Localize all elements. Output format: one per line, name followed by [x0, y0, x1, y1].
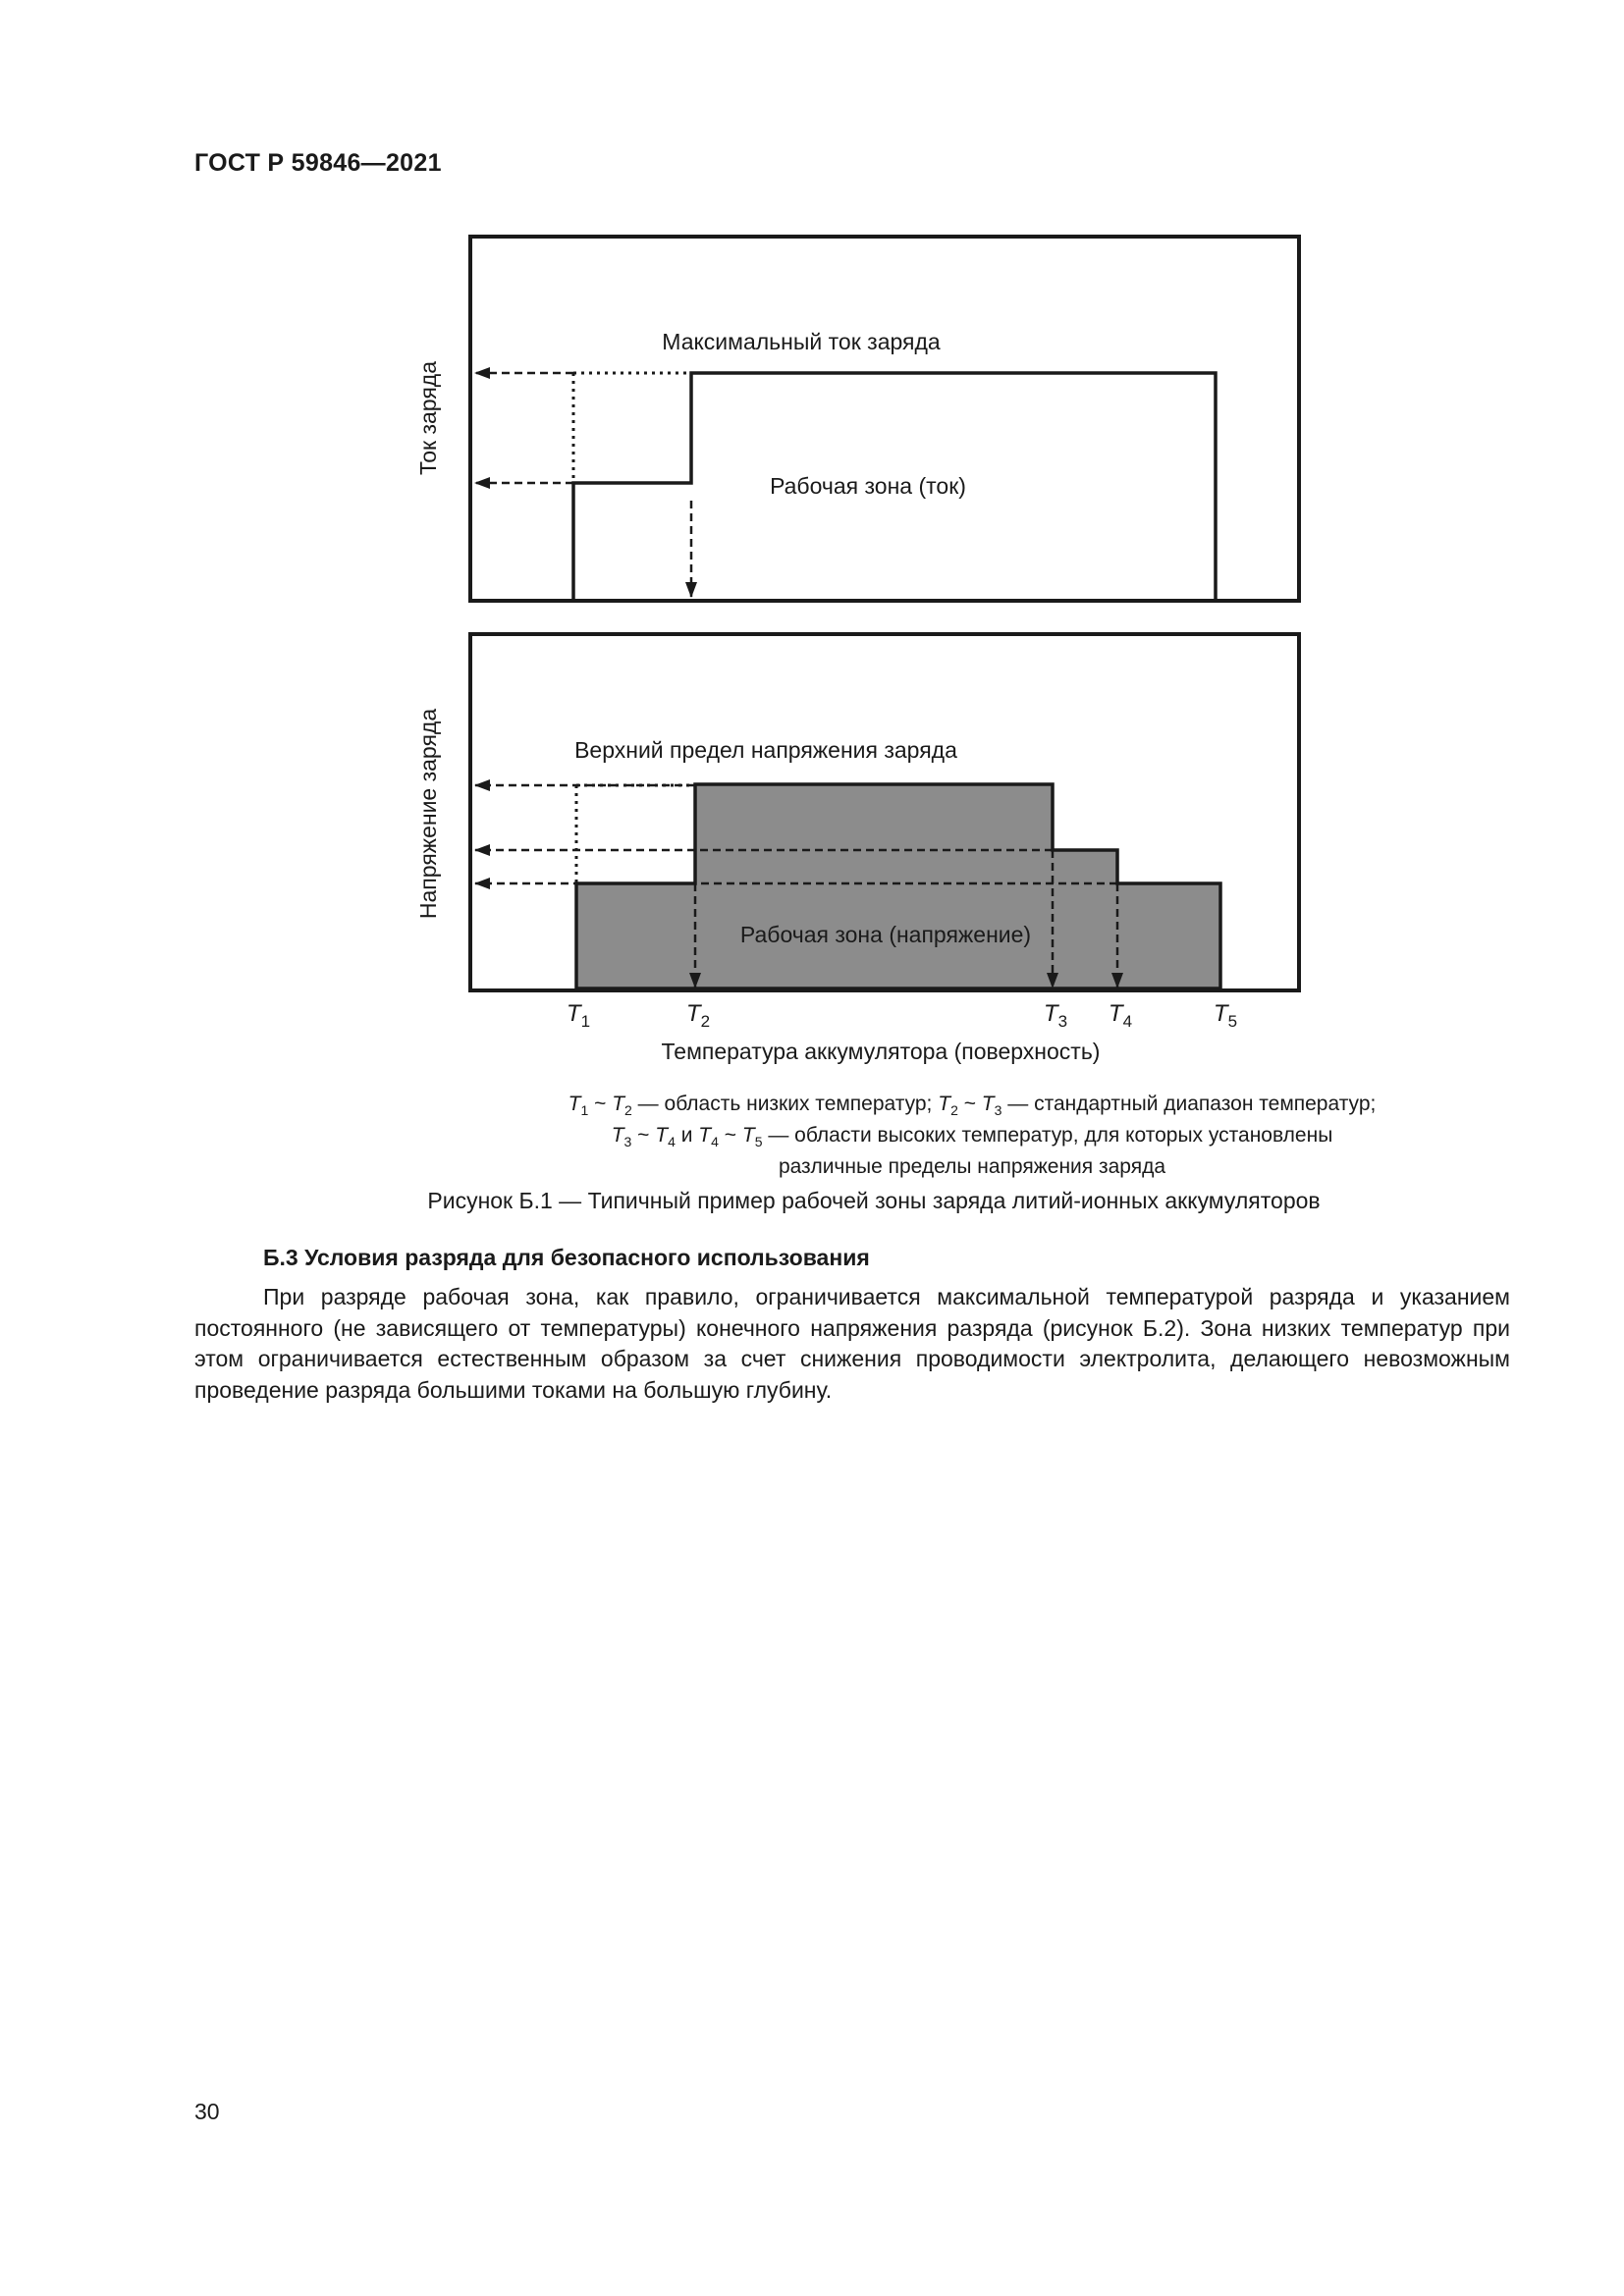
- page-number: 30: [194, 2099, 220, 2124]
- current-zone-label: Рабочая зона (ток): [770, 473, 966, 499]
- current-axis-label: Ток заряда: [415, 360, 441, 476]
- section-paragraph: При разряде рабочая зона, как правило, ограничивается максимальной температурой разряда и указанием постоянного (не зависящего от температуры) конечного напряжения разряда (рисунок Б.2). Зона низких температур при этом ограничивается естественным образом за счет снижения проводимости электролита, делающего невозможным проведение разряда большими токами на большую глубину.: [194, 1284, 1510, 1403]
- tick-t1: $T_1$: [566, 1000, 591, 1031]
- upper-voltage-label: Верхний предел напряжения заряда: [574, 737, 957, 763]
- temperature-ticks: [567, 1000, 1237, 1031]
- charge-zone-figure: [0, 0, 1624, 1090]
- legend-line-1: $T_1$ ~ $T_2$ — область низких температур; $T_2$ ~ $T_3$ — стандартный диапазон температур;: [568, 1093, 1377, 1119]
- document-header: ГОСТ Р 59846—2021: [194, 149, 442, 177]
- temperature-axis-label: Температура аккумулятора (поверхность): [661, 1039, 1101, 1064]
- voltage-zone-fill: [576, 784, 1220, 988]
- voltage-zone-label: Рабочая зона (напряжение): [739, 922, 1032, 947]
- tick-t3: $T_3$: [1043, 1000, 1068, 1031]
- current-panel: [415, 237, 1299, 601]
- tick-t4: $T_4$: [1108, 1000, 1133, 1031]
- tick-t5: $T_5$: [1213, 1000, 1238, 1031]
- voltage-panel: [415, 634, 1299, 990]
- current-panel-frame: [470, 237, 1299, 601]
- figure-caption: Рисунок Б.1 — Типичный пример рабочей зоны заряда литий-ионных аккумуляторов: [427, 1188, 1321, 1213]
- voltage-axis-label: Напряжение заряда: [415, 708, 441, 920]
- legend-line-3: различные пределы напряжения заряда: [778, 1155, 1166, 1179]
- legend-line-2: $T_3$ ~ $T_4$ и $T_4$ ~ $T_5$ — области высоких температур, для которых установлены: [611, 1124, 1333, 1150]
- figure-legend: [373, 1092, 1571, 1179]
- section-heading: Б.3 Условия разряда для безопасного использования: [263, 1245, 870, 1270]
- max-current-label: Максимальный ток заряда: [662, 329, 941, 354]
- tick-t2: $T_2$: [685, 1000, 711, 1031]
